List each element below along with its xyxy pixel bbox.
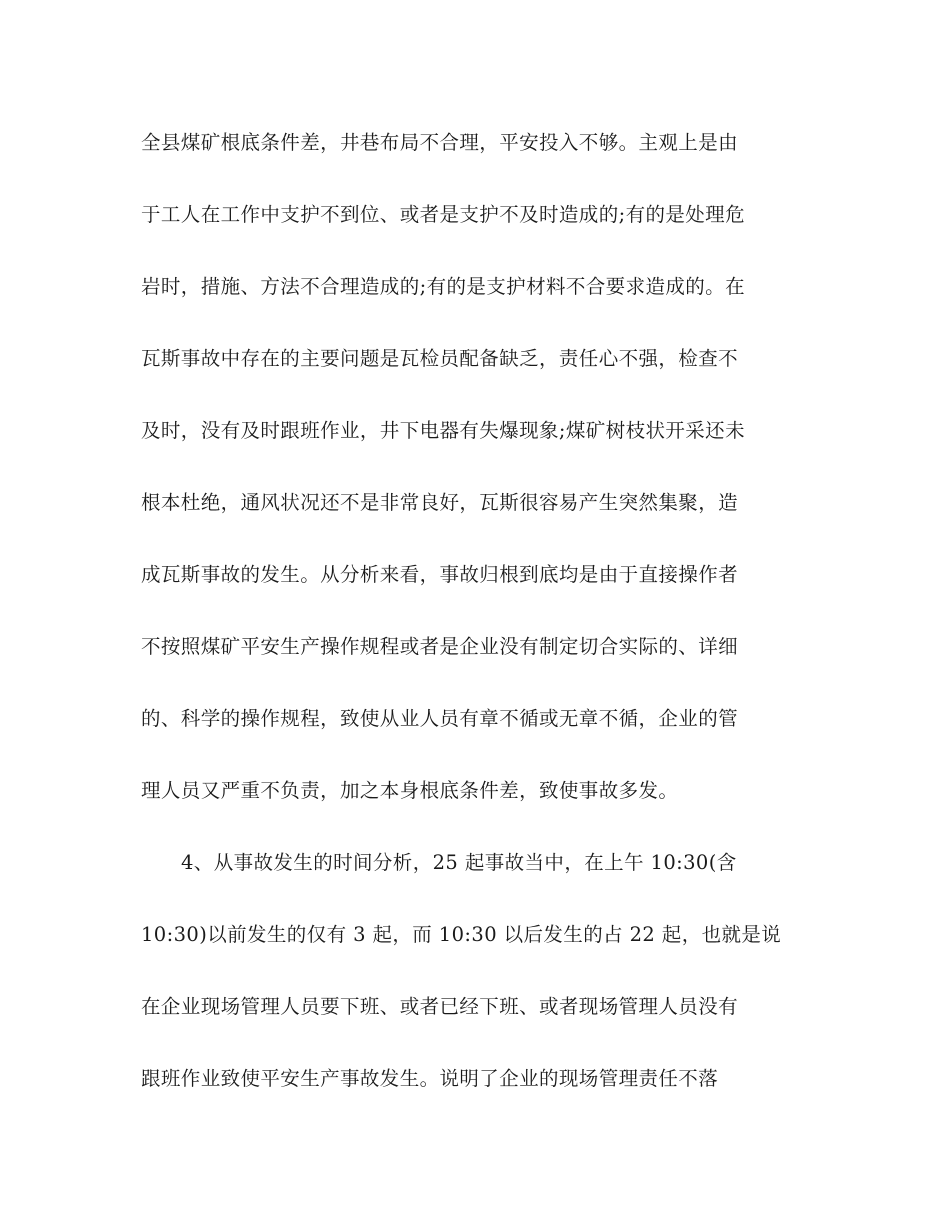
text-line: 岩时，措施、方法不合理造成的;有的是支护材料不合要求造成的。在 <box>141 275 745 298</box>
text-line: 跟班作业致使平安生产事故发生。说明了企业的现场管理责任不落 <box>141 1067 719 1090</box>
text-line: 于工人在工作中支护不到位、或者是支护不及时造成的;有的是处理危 <box>141 203 745 226</box>
text-line: 不按照煤矿平安生产操作规程或者是企业没有制定切合实际的、详细 <box>141 635 739 658</box>
text-line: 及时，没有及时跟班作业，井下电器有失爆现象;煤矿树枝状开采还未 <box>141 419 745 442</box>
text-line: 成瓦斯事故的发生。从分析来看，事故归根到底均是由于直接操作者 <box>141 563 739 586</box>
text-line: 的、科学的操作规程，致使从业人员有章不循或无章不循，企业的管 <box>141 707 739 730</box>
text-line: 10:30)以前发生的仅有 3 起，而 10:30 以后发生的占 22 起，也就是说 <box>141 923 782 946</box>
text-line: 在企业现场管理人员要下班、或者已经下班、或者现场管理人员没有 <box>141 995 739 1018</box>
text-line: 理人员又严重不负责，加之本身根底条件差，致使事故多发。 <box>141 779 679 802</box>
text-line: 瓦斯事故中存在的主要问题是瓦检员配备缺乏，责任心不强，检查不 <box>141 347 739 370</box>
paragraph-first-line: 4、从事故发生的时间分析，25 起事故当中，在上午 10:30(含 <box>181 851 737 874</box>
text-line: 全县煤矿根底条件差，井巷布局不合理，平安投入不够。主观上是由 <box>141 131 739 154</box>
text-line: 根本杜绝，通风状况还不是非常良好，瓦斯很容易产生突然集聚，造 <box>141 491 739 514</box>
